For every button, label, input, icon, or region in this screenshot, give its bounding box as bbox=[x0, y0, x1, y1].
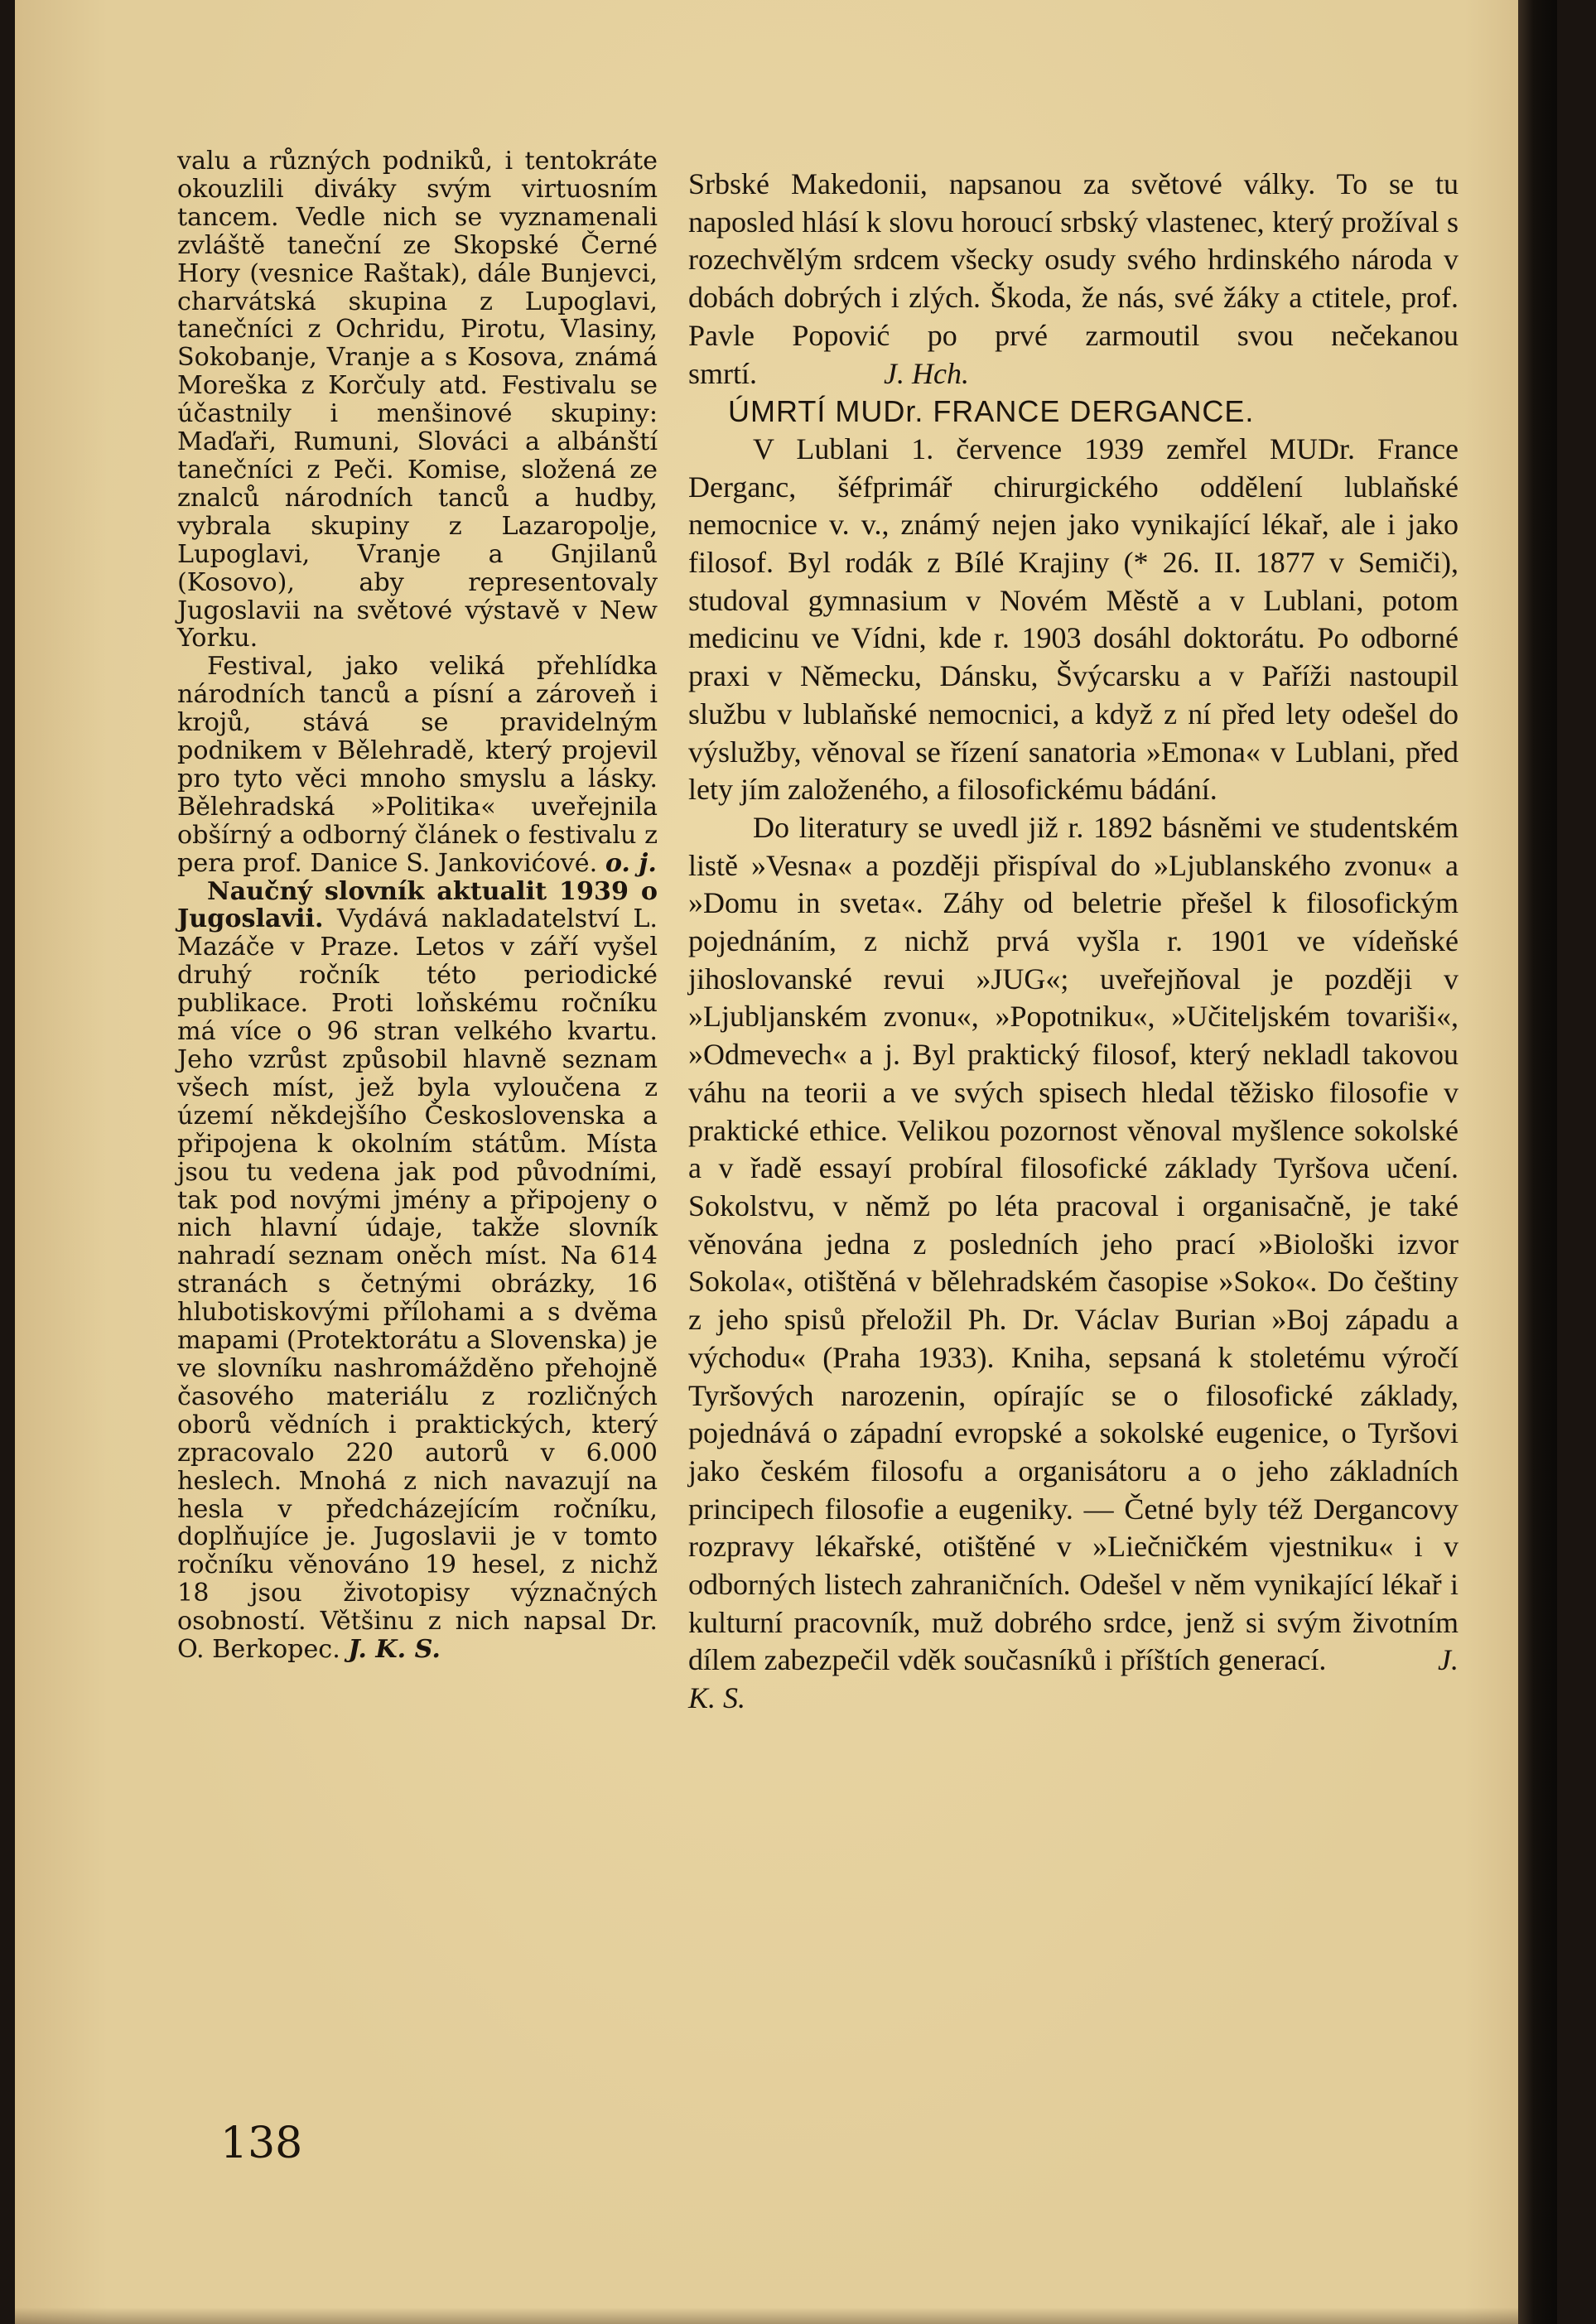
right-paragraph-1-text: Srbské Makedonii, napsanou za světové války. To se tu naposled hlásí k slovu horoucí srbský vlastenec, který prožíval s rozechvělým srdcem všecky osudy svého hrdinského národa v dobách dobrých i zlých. Škoda, že nás, své žáky a ctitele, prof. Pavle Popović po prvé zarmoutil svou nečekanou smrtí. bbox=[688, 167, 1459, 390]
left-paragraph-2-signature: o. j. bbox=[605, 848, 657, 878]
left-column bbox=[177, 147, 658, 1664]
left-paragraph-1-text: valu a různých podniků, i tentokráte okouzlili diváky svým virtuosním tancem. Vedle nich se vyznamenali zvláště taneční ze Skopské Černé Hory (vesnice Raštak), dále Bunjevci, charvátská skupina z Lupoglavi, tanečníci z Ochridu, Pirotu, Vlasiny, Sokobanje, Vranje a s Kosova, známá Moreška z Korčuly atd. Festivalu se účastnily i menšinové skupiny: Maďaři, Rumuni, Slováci a albánští tanečníci z Peči. Komise, složená ze znalců národních tanců a hudby, vybrala skupiny z Lazaropolje, Lupoglavi, Vranje a Gnjilanů (Kosovo), aby representovaly Jugoslavii na světové výstavě v New Yorku. bbox=[177, 147, 658, 653]
right-paragraph-3-signature: J. K. S. bbox=[688, 1643, 1459, 1715]
book-page bbox=[15, 0, 1557, 2324]
right-paragraph-3 bbox=[688, 809, 1459, 1718]
obituary-heading: ÚMRTÍ MUDr. FRANCE DERGANCE. bbox=[728, 394, 1255, 429]
left-paragraph-3-text: Vydává nakladatelství L. Mazáče v Praze. Letos v září vyšel druhý ročník této periodické publikace. Proti loňskému ročníku má více o 96 stran velkého kvartu. Jeho vzrůst způsobil hlavně seznam všech míst, jež byla vyloučena z území někdejšího Československa a připojena k okolním státům. Místa jsou tu vedena jak pod původními, tak pod novými jmény a připojeny o nich hlavní údaje, takže slovník nahradí seznam oněch míst. Na 614 stranách s četnými obrázky, 16 hlubotiskovými přílohami a s dvěma mapami (Protektorátu a Slovenska) je ve slovníku nashromážděno přehojně časového materiálu z rozličných oborů vědních i praktických, který zpracovalo 220 autorů v 6.000 heslech. Mnohá z nich navazují na hesla v předcházejícím ročníku, doplňujíce je. Jugoslavii je v tomto ročníku věnováno 19 hesel, z nichž 18 jsou životopisy význačných osobností. Většinu z nich napsal Dr. O. Berkopec. bbox=[177, 904, 658, 1665]
page-number: 138 bbox=[220, 2119, 303, 2168]
book-spine bbox=[1518, 0, 1557, 2324]
right-paragraph-2-text: V Lublani 1. července 1939 zemřel MUDr. France Derganc, šéfprimář chirurgického oddělení lublaňské nemocnice v. v., známý nejen jako vynikající lékař, ale i jako filosof. Byl rodák z Bílé Krajiny (* 26. II. 1877 v Semiči), studoval gymnasium v Novém Městě a v Lublani, potom medicinu ve Vídni, kde r. 1903 dosáhl doktorátu. Po odborné praxi v Německu, Dánsku, Švýcarsku a v Paříži nastoupil službu v lublaňské nemocnici, a když z ní před lety odešel do výslužby, věnoval se řízení sanatoria »Emona« v Lublani, před lety jím založeného, a filosofickému bádání. bbox=[688, 432, 1459, 807]
left-paragraph-2-text: Festival, jako veliká přehlídka národních tanců a písní a zároveň i krojů, stává se pravidelným podnikem v Bělehradě, který projevil pro tyto věci mnoho smyslu a lásky. Bělehradská »Politika« uveřejnila obšírný a odborný článek o festivalu z pera prof. Danice S. Jankovićové. bbox=[177, 652, 658, 878]
left-paragraph-2 bbox=[177, 653, 658, 877]
left-paragraph-3-signature: J. K. S. bbox=[348, 1635, 441, 1665]
right-paragraph-3-text: Do literatury se uvedl již r. 1892 básněmi ve studentském listě »Vesna« a později přispíval do »Ljublanského zvonu« a »Domu in sveta«. Záhy od beletrie přešel k filosofickým pojednáním, z nichž prvá vyšla r. 1901 ve vídeňské jihoslovanské revui »JUG«; uveřejňoval je později v »Ljubljanském zvonu«, »Popotniku«, »Učiteljském tovariši«, »Odmevech« a j. Byl praktický filosof, který nekladl takovou váhu na teorii a ve svých spisech hledal těžisko filosofie v praktické ethice. Velikou pozornost věnoval myšlence sokolské a v řadě essayí probíral filosofické základy Tyršova učení. Sokolstvu, v němž po léta pracoval i organisačně, je také věnována jedna z posledních jeho prací »Biološki izvor Sokola«, otištěná v bělehradském časopise »Soko«. Do češtiny z jeho spisů přeložil Ph. Dr. Václav Burian »Boj západu a východu« (Praha 1933). Kniha, sepsaná k stoletému výročí Tyršových narozenin, opírajíc se o filosofické základy, pojednává o západní evropské a sokolské eugenice, o Tyršovi jako českém filosofu a organisátoru a o jeho základních principech filosofie a eugeniky. — Četné byly též Dergancovy rozpravy lékařské, otištěné v »Liečničkém vjestniku« i v odborných listech zahraničních. Odešel v něm vynikající lékař i kulturní pracovník, muž dobrého srdce, jenž si svým životním dílem zabezpečil vděk současníků i příštích generací. bbox=[688, 810, 1459, 1677]
right-paragraph-1-signature: J. Hch. bbox=[884, 356, 969, 390]
right-paragraph-1 bbox=[688, 166, 1459, 393]
right-column bbox=[688, 166, 1459, 1718]
left-paragraph-3-title: Naučný slovník aktualit 1939 o Jugoslavii. bbox=[177, 876, 658, 934]
left-paragraph-1 bbox=[177, 147, 658, 653]
left-paragraph-3 bbox=[177, 878, 658, 1664]
right-paragraph-2 bbox=[688, 431, 1459, 809]
page-edge-shadow bbox=[15, 2307, 1518, 2324]
